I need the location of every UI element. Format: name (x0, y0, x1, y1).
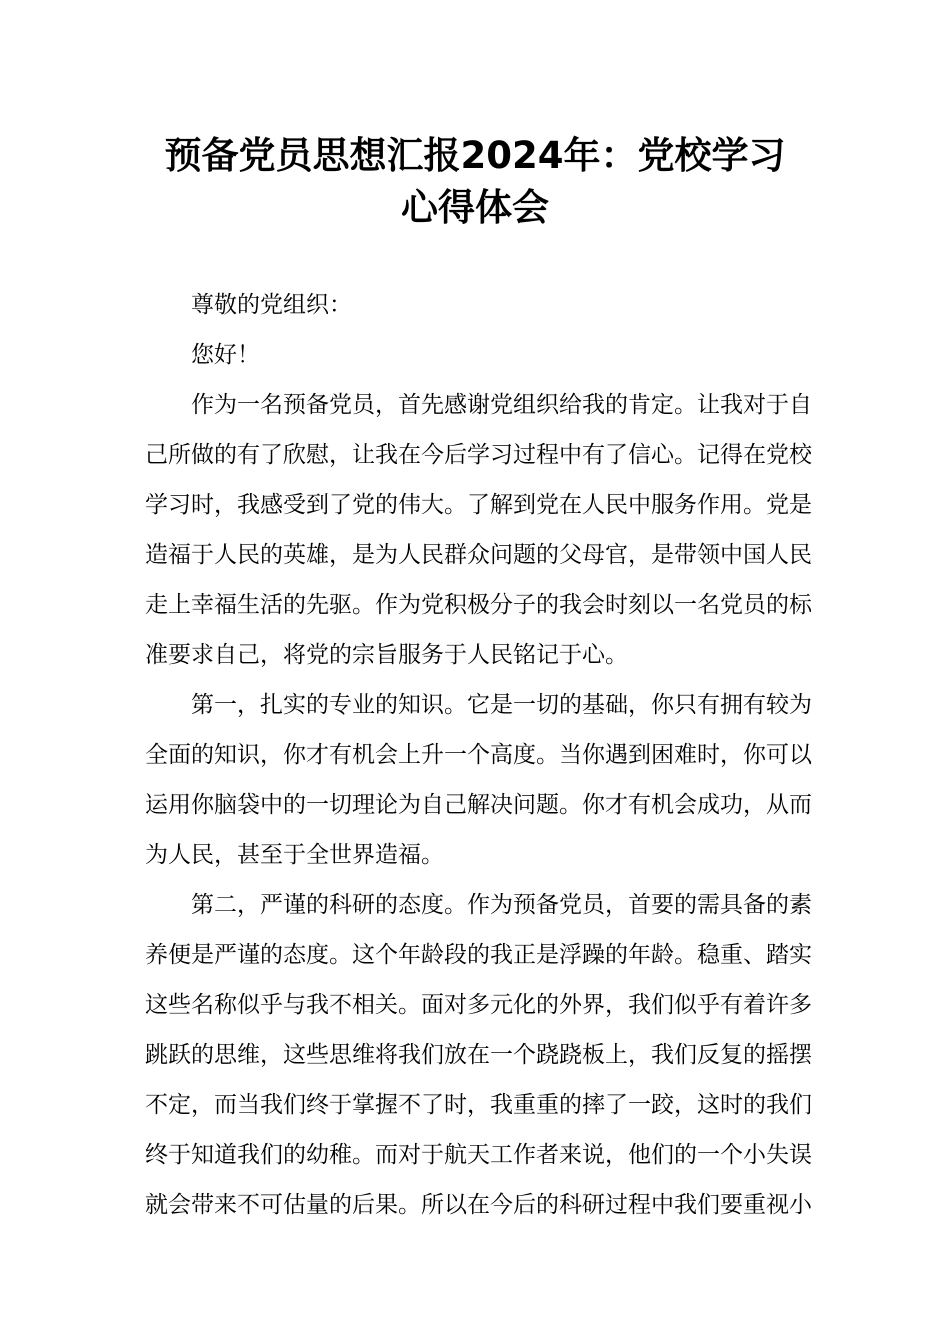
paragraph-line: 己所做的有了欣慰，让我在今后学习过程中有了信心。记得在党校 (145, 442, 812, 468)
paragraph-3 (145, 880, 812, 1230)
paragraph-line: 第一，扎实的专业的知识。它是一切的基础，你只有拥有较为 (191, 692, 812, 718)
paragraph-line: 终于知道我们的幼稚。而对于航天工作者来说，他们的一个小失误 (145, 1142, 812, 1168)
paragraph-line: 学习时，我感受到了党的伟大。了解到党在人民中服务作用。党是 (145, 492, 812, 518)
paragraph-line: 第二，严谨的科研的态度。作为预备党员，首要的需具备的素 (191, 892, 812, 918)
document-body (145, 280, 812, 1230)
document-title (120, 130, 830, 234)
paragraph-line: 这些名称似乎与我不相关。面对多元化的外界，我们似乎有着许多 (145, 992, 812, 1018)
paragraph-line: 不定，而当我们终于掌握不了时，我重重的摔了一跤，这时的我们 (145, 1092, 812, 1118)
paragraph-line: 就会带来不可估量的后果。所以在今后的科研过程中我们要重视小 (145, 1192, 812, 1218)
paragraph-line: 运用你脑袋中的一切理论为自己解决问题。你才有机会成功，从而 (145, 792, 812, 818)
paragraph-line: 造福于人民的英雄，是为人民群众问题的父母官，是带领中国人民 (145, 542, 812, 568)
paragraph-1 (145, 380, 812, 680)
title-line-1: 预备党员思想汇报2024年：党校学习 (164, 134, 786, 177)
paragraph-line: 准要求自己，将党的宗旨服务于人民铭记于心。 (145, 642, 628, 668)
salutation: 尊敬的党组织： (191, 292, 352, 318)
paragraph-line: 作为一名预备党员，首先感谢党组织给我的肯定。让我对于自 (191, 392, 812, 418)
title-line-2: 心得体会 (401, 186, 549, 229)
paragraph-2 (145, 680, 812, 880)
greeting: 您好！ (191, 342, 260, 368)
paragraph-line: 走上幸福生活的先驱。作为党积极分子的我会时刻以一名党员的标 (145, 592, 812, 618)
paragraph-line: 全面的知识，你才有机会上升一个高度。当你遇到困难时，你可以 (145, 742, 812, 768)
paragraph-line: 跳跃的思维，这些思维将我们放在一个跷跷板上，我们反复的摇摆 (145, 1042, 812, 1068)
paragraph-line: 养便是严谨的态度。这个年龄段的我正是浮躁的年龄。稳重、踏实 (145, 942, 812, 968)
paragraph-line: 为人民，甚至于全世界造福。 (145, 842, 444, 868)
